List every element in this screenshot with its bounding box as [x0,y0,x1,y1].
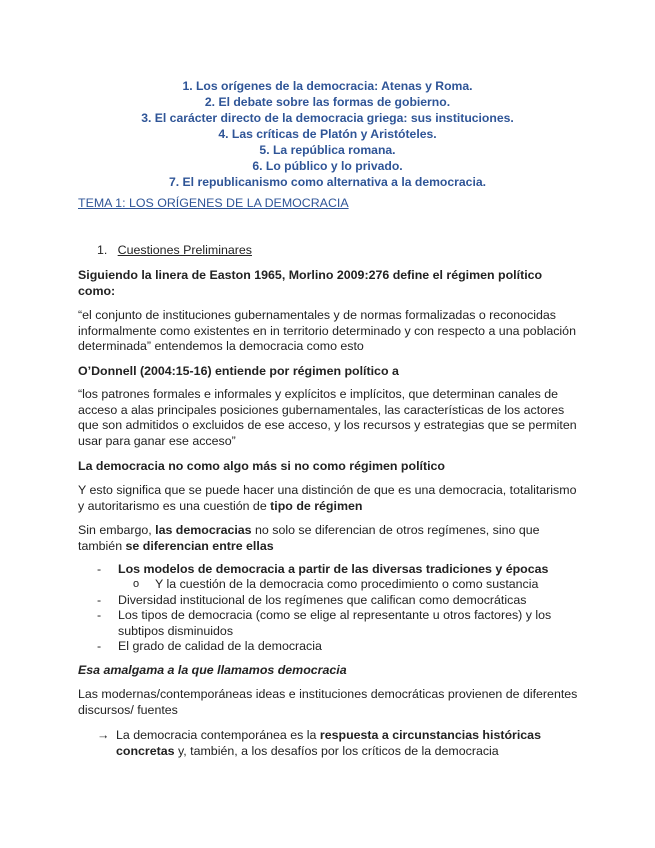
odonnell-quote: “los patrones formales e informales y explícitos e implícitos, que determinan canales de acceso a alas principales posiciones gubernamentales, las características de los actores que son admitidos o excluidos de ese acceso, y los recursos y estrategias que se permiten usar para ganar ese acceso” [78,387,577,448]
list-item: El grado de calidad de la democracia [118,639,322,653]
dash-bullet: - [97,593,102,607]
toc-item: 7. El republicanismo como alternativa a la democracia. [169,175,486,189]
modernas-paragraph: Las modernas/contemporáneas ideas e instituciones democráticas provienen de diferentes discursos/ fuentes [78,687,578,717]
dash-bullet: - [97,639,102,653]
sub-list-item: Y la cuestión de la democracia como procedimiento o como sustancia [155,577,539,591]
section-number: 1. [97,243,108,257]
section-title: Cuestiones Preliminares [117,243,252,257]
toc-item: 5. La república romana. [259,143,396,157]
circle-bullet: o [133,578,140,590]
list-item: Diversidad institucional de los regímenes que califican como democráticas [118,593,527,607]
toc-item: 6. Lo público y lo privado. [252,159,403,173]
democracia-heading: La democracia no como algo más si no como régimen político [78,459,445,473]
sin-embargo-bold-1: las democracias [155,523,252,537]
section-heading [97,243,597,259]
odonnell-intro: O’Donnell (2004:15-16) entiende por régimen político a [78,364,399,378]
dash-bullet: - [97,608,102,622]
distincion-paragraph [78,483,578,514]
contemporanea-bold: respuesta a circunstancias históricas concretas [116,728,541,758]
table-of-contents [0,78,655,190]
tema-title[interactable]: TEMA 1: LOS ORÍGENES DE LA DEMOCRACIA [78,196,349,210]
dash-bullet: - [97,562,102,576]
contemporanea-text-2: y, también, a los desafíos por los críticos de la democracia [174,743,499,758]
toc-item: 4. Las críticas de Platón y Aristóteles. [218,127,437,141]
contemporanea-item [116,728,556,759]
sin-embargo-bold-2: se diferencian entre ellas [125,538,274,553]
contemporanea-text-1: La democracia contemporánea es la [116,728,320,742]
distincion-bold: tipo de régimen [270,498,363,513]
amalgama-heading: Esa amalgama a la que llamamos democracia [78,663,347,677]
morlino-quote: “el conjunto de instituciones gubernamentales y de normas formalizadas o reconocidas informalmente como existentes en in territorio determinado y con respecto a una población determinada” entendemos la democracia como esto [78,308,576,353]
morlino-intro: Siguiendo la linera de Easton 1965, Morlino 2009:276 define el régimen político como: [78,268,543,298]
sin-embargo-text-1: Sin embargo, [78,523,156,537]
toc-item: 2. El debate sobre las formas de gobierno. [204,95,451,109]
sin-embargo-text-2: no solo se diferencian de otros regímenes, sino que también [78,523,540,553]
list-item: Los modelos de democracia a partir de las diversas tradiciones y épocas [118,562,549,576]
toc-item: 1. Los orígenes de la democracia: Atenas y Roma. [182,79,473,93]
distincion-text: Y esto significa que se puede hacer una distinción de que es una democracia, totalitarismo y autoritarismo es una cuestión de [78,483,577,513]
arrow-bullet: → [97,728,110,742]
sin-embargo-paragraph [78,523,578,554]
list-item: Los tipos de democracia (como se elige al representante u otros factores) y los subtipos disminuidos [118,608,552,638]
toc-item: 3. El carácter directo de la democracia griega: sus instituciones. [141,111,514,125]
